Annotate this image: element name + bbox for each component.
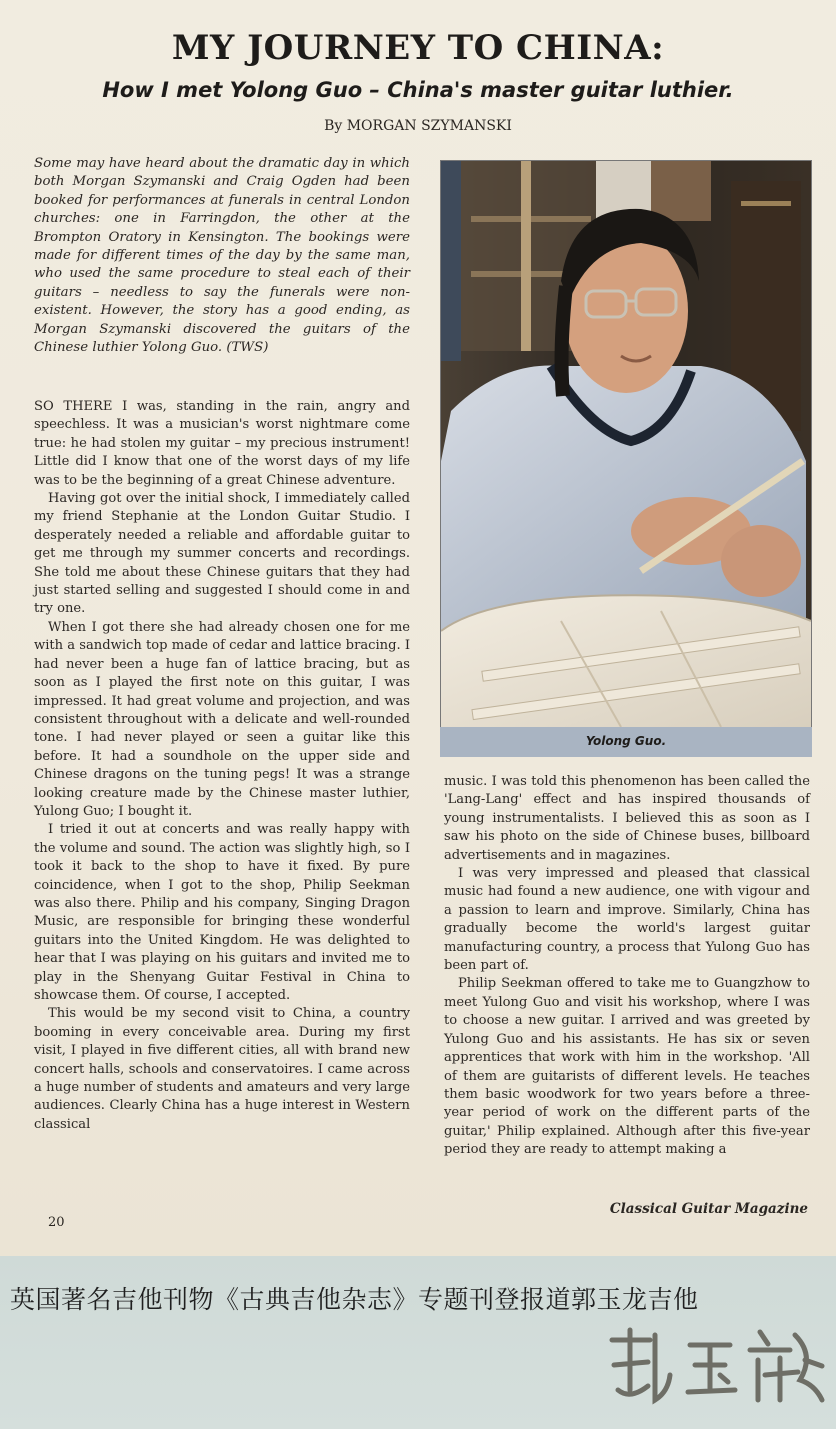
paragraph: When I got there she had already chosen one for me with a sandwich top made of cedar and lattice bracing. I had never been a huge fan of lattice bracing, but as soon as I played the first note on this guitar, I was impressed. It had great volume and projection, and was consistent throughout with a delicate and well-rounded tone. I had never played or seen a guitar like this before. It had a soundhole on the upper side and Chinese dragons on the tuning pegs! It was a strange looking creature made by the Chinese master luthier, Yulong Guo; I bought it. bbox=[34, 619, 410, 819]
paragraph: I tried it out at concerts and was really happy with the volume and sound. The action was slightly high, so I took it back to the shop to have it fixed. By pure coincidence, when I got to the shop, Philip Seekman was also there. Philip and his company, Singing Dragon Music, are responsible for bringing these wonderful guitars into the United Kingdom. He was delighted to hear that I was playing on his guitars and invited me to play in the Shenyang Guitar Festival in China to showcase them. Of course, I accepted. bbox=[34, 822, 410, 1003]
paragraph: music. I was told this phenomenon has been called the 'Lang-Lang' effect and has inspired thousands of young instrumentalists. I believed this as soon as I saw his photo on the side of Chinese buses, billboard advertisements and in magazines. bbox=[444, 774, 810, 863]
photo-caption: Yolong Guo. bbox=[585, 734, 667, 748]
paragraph: Philip Seekman offered to take me to Guangzhow to meet Yulong Guo and visit his workshop, where I was to choose a new guitar. I arrived and was greeted by Yulong Guo and his assistants. He has six or seven apprentices that work with him in the workshop. 'All of them are guitarists of different levels. He teaches them basic woodwork for two years before a three-year period of work on the different parts of the guitar,' Philip explained. Although after this five-year period they are ready to attempt making a bbox=[444, 976, 810, 1158]
paragraph: SO THERE I was, standing in the rain, angry and speechless. It was a musician's worst nightmare come true: he had stolen my guitar – my precious instrument! Little did I know that one of the worst days of my life was to be the beginning of a great Chinese adventure. bbox=[34, 399, 410, 488]
left-column bbox=[34, 398, 410, 1134]
paragraph: I was very impressed and pleased that classical music had found a new audience, one with vigour and a passion to learn and improve. Similarly, China has gradually become the world's largest guitar manufacturing country, a process that Yulong Guo has been part of. bbox=[444, 866, 810, 974]
signature-calligraphy bbox=[600, 1320, 830, 1410]
magazine-name: Classical Guitar Magazine bbox=[609, 1201, 808, 1217]
paragraph: This would be my second visit to China, a country booming in every conceivable area. During my first visit, I played in five different cities, all with brand new concert halls, schools and conservatoires. I came across a huge number of students and amateurs and very large audiences. Clearly China has a huge interest in Western classical bbox=[34, 1006, 410, 1132]
page-number: 20 bbox=[48, 1215, 65, 1230]
luthier-photo bbox=[440, 160, 812, 728]
article-byline: By MORGAN SZYMANSKI bbox=[324, 118, 512, 134]
photo-caption-bar bbox=[440, 727, 812, 757]
paragraph: Having got over the initial shock, I immediately called my friend Stephanie at the London Guitar Studio. I desperately needed a reliable and affordable guitar to get me through my summer concerts and recordings. She told me about these Chinese guitars that they had just started selling and suggested I should come in and try one. bbox=[34, 491, 410, 617]
article-subtitle: How I met Yolong Guo – China's master guitar luthier. bbox=[102, 78, 734, 102]
article-intro: Some may have heard about the dramatic day in which both Morgan Szymanski and Craig Ogden had been booked for performances at funerals in central London churches: one in Farringdon, the other at the Brompton Oratory in Kensington. The bookings were made for different times of the day by the same man, who used the same procedure to steal each of their guitars – needless to say the funerals were non-existent. However, the story has a good ending, as Morgan Szymanski discovered the guitars of the Chinese luthier Yolong Guo. (TWS) bbox=[34, 156, 410, 356]
banner-caption: 英国著名吉他刊物《古典吉他杂志》专题刊登报道郭玉龙吉他 bbox=[10, 1285, 699, 1314]
article-title: MY JOURNEY TO CHINA: bbox=[171, 28, 665, 68]
right-column bbox=[444, 773, 810, 1160]
